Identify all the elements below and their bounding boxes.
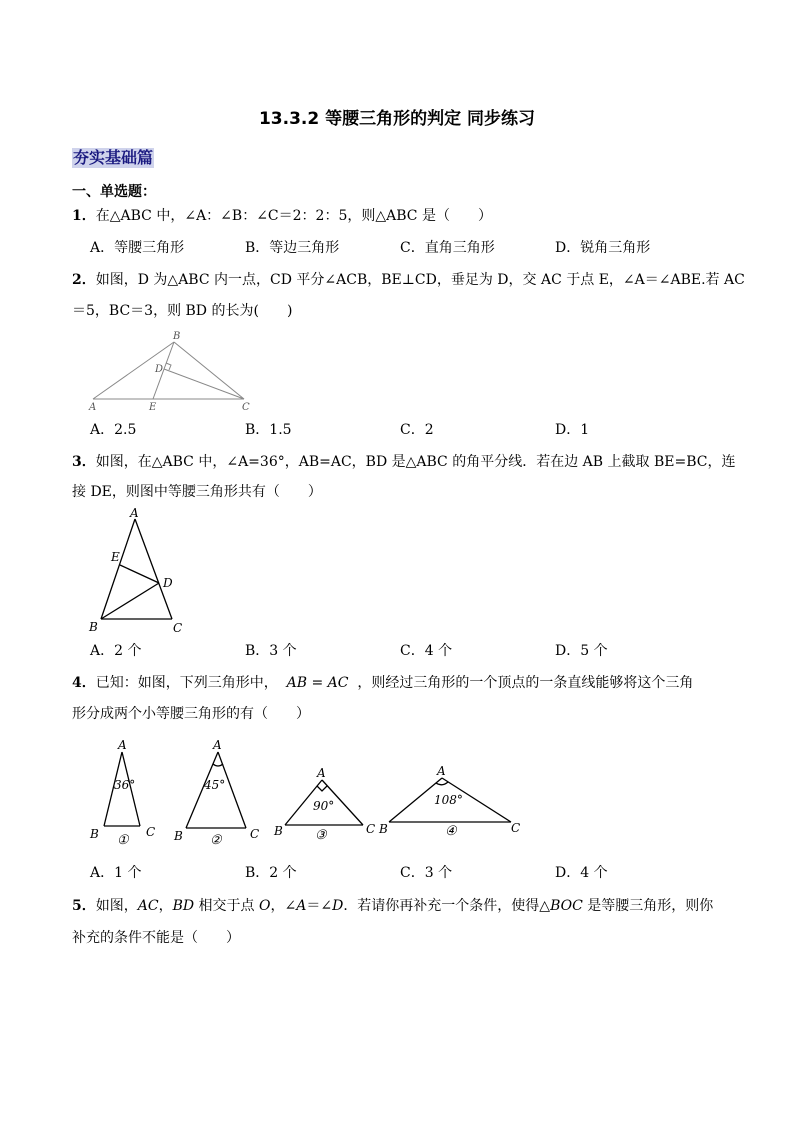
svg-text:B: B <box>174 829 183 843</box>
q2-option-a: A．2.5 <box>90 422 137 438</box>
label-b: B <box>173 331 181 342</box>
figure-number: ① <box>117 833 129 848</box>
section-label: 夯实基础篇 <box>73 148 154 167</box>
angle-label: 36° <box>114 778 136 792</box>
q3-option-c: C．4 个 <box>400 643 453 659</box>
svg-text:A: A <box>437 764 446 778</box>
q4-option-a: A．1 个 <box>90 865 142 881</box>
question-text: ，则经过三角形的一个顶点的一条直线能够将这个三角 <box>357 675 694 691</box>
q4-option-c: C．3 个 <box>400 865 453 881</box>
q3-figure <box>84 504 194 638</box>
q4-triangle-2 <box>173 738 259 848</box>
q3-option-b: B．3 个 <box>245 643 297 659</box>
q1-option-d: D．锐角三角形 <box>555 240 651 256</box>
q3-option-d: D．5 个 <box>555 643 608 659</box>
label-a: A <box>89 402 97 413</box>
question-number: 5． <box>72 898 96 914</box>
q2-option-b: B．1.5 <box>245 422 292 438</box>
q1-option-b: B．等边三角形 <box>245 240 340 256</box>
q4-triangle-1 <box>89 738 155 848</box>
math-ab-eq-ac: AB = AC <box>286 675 349 691</box>
figure-number: ③ <box>315 828 327 843</box>
label-c: C <box>242 402 250 413</box>
label-e: E <box>149 402 157 413</box>
question-5-line-1: 5．如图，AC，BD 相交于点 O，∠A＝∠D．若请你再补充一个条件，使得△BOC 是等腰三角形，则你 <box>72 898 714 914</box>
angle-label: 45° <box>204 778 226 792</box>
label-d: D <box>163 576 173 590</box>
question-text: 如图，D 为△ABC 内一点，CD 平分∠ACB，BE⊥CD，垂足为 D，交 AC 于点 E，∠A＝∠ABE.若 AC <box>95 272 745 288</box>
angle-label: 90° <box>313 799 335 813</box>
q2-figure <box>86 328 258 414</box>
angle-label: 108° <box>434 793 463 807</box>
svg-text:C: C <box>511 821 521 835</box>
question-1 <box>72 206 492 226</box>
q2-option-d: D．1 <box>555 422 590 438</box>
svg-text:A: A <box>118 738 127 752</box>
label-a: A <box>130 506 139 520</box>
label-c: C <box>173 621 183 635</box>
question-4-line-1 <box>72 673 693 693</box>
svg-text:B: B <box>379 822 388 836</box>
question-4-line-2: 形分成两个小等腰三角形的有（ ） <box>72 706 310 722</box>
question-3-line-1 <box>72 452 735 472</box>
question-number: 2． <box>72 272 96 288</box>
question-text: 如图，在△ABC 中，∠A=36°，AB=AC，BD 是△ABC 的角平分线．若在边 AB 上截取 BE=BC，连 <box>95 454 736 470</box>
label-d: D <box>155 364 164 375</box>
svg-text:B: B <box>274 824 283 838</box>
q1-option-a: A．等腰三角形 <box>90 240 185 256</box>
q4-triangle-3 <box>273 766 375 843</box>
question-text: 在△ABC 中，∠A：∠B：∠C＝2：2：5，则△ABC 是（ ） <box>95 208 492 224</box>
question-number: 3． <box>72 454 96 470</box>
svg-text:C: C <box>366 822 376 836</box>
svg-text:B: B <box>90 827 99 841</box>
figure-number: ② <box>210 833 222 848</box>
svg-text:A: A <box>317 766 326 780</box>
question-number: 4． <box>72 675 96 691</box>
figure-number: ④ <box>445 824 457 839</box>
q3-option-a: A．2 个 <box>90 643 142 659</box>
label-b: B <box>89 620 98 634</box>
q1-option-c: C．直角三角形 <box>400 240 495 256</box>
label-e: E <box>111 550 120 564</box>
q4-triangle-4 <box>378 764 520 839</box>
question-text: 已知：如图，下列三角形中， <box>95 675 278 691</box>
page-title: 13.3.2 等腰三角形的判定 同步练习 <box>258 109 536 129</box>
subheading: 一、单选题： <box>72 184 156 200</box>
question-3-line-2: 接 DE，则图中等腰三角形共有（ ） <box>72 484 322 500</box>
q4-option-d: D．4 个 <box>555 865 608 881</box>
question-2-line-2: ＝5，BC＝3，则 BD 的长为( ) <box>72 303 293 319</box>
question-2-line-1 <box>72 270 745 290</box>
question-number: 1． <box>72 208 96 224</box>
q4-figures <box>84 734 534 850</box>
q4-option-b: B．2 个 <box>245 865 297 881</box>
svg-text:C: C <box>146 825 156 839</box>
svg-text:A: A <box>213 738 222 752</box>
question-5-line-2: 补充的条件不能是（ ） <box>72 930 240 946</box>
svg-text:C: C <box>250 827 260 841</box>
q2-option-c: C．2 <box>400 422 434 438</box>
